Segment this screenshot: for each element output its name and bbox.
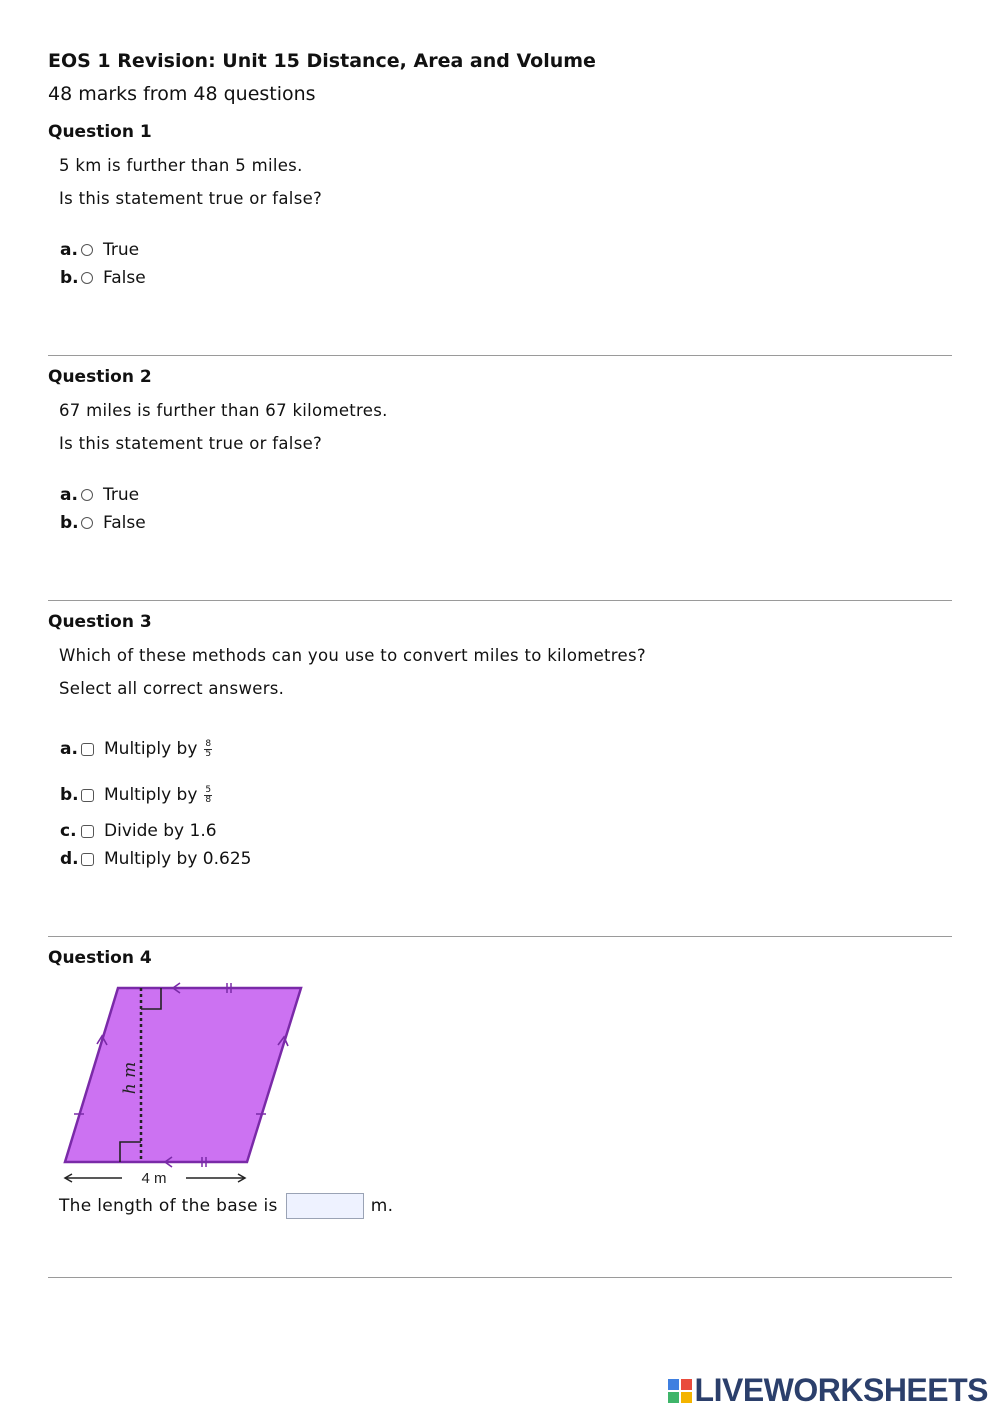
question-3-option-c[interactable] — [60, 819, 217, 843]
height-label: h m — [120, 1061, 140, 1095]
base-label: 4 m — [141, 1170, 167, 1187]
option-label: False — [103, 268, 146, 288]
question-1-heading: Question 1 — [48, 122, 152, 142]
question-1-option-b[interactable] — [60, 266, 146, 290]
fraction-denominator: 8 — [205, 794, 212, 805]
option-letter: a. — [60, 739, 78, 759]
option-letter: b. — [60, 513, 79, 533]
radio-button[interactable] — [81, 489, 93, 501]
option-label: True — [103, 240, 140, 260]
checkbox[interactable] — [81, 743, 94, 756]
question-2-option-a[interactable] — [60, 483, 139, 507]
question-divider — [48, 936, 952, 937]
question-1-prompt: Is this statement true or false? — [59, 189, 323, 208]
question-2-option-b[interactable] — [60, 511, 146, 535]
option-label: True — [103, 485, 140, 505]
question-3-option-d[interactable] — [60, 847, 251, 871]
logo-square — [681, 1392, 692, 1403]
fraction-denominator: 5 — [205, 748, 212, 759]
parallelogram-shape — [65, 988, 301, 1162]
option-letter: b. — [60, 785, 79, 805]
question-3-statement: Which of these methods can you use to convert miles to kilometres? — [59, 646, 646, 665]
radio-button[interactable] — [81, 244, 93, 256]
question-3-option-a[interactable] — [60, 737, 212, 761]
parallelogram-diagram — [60, 978, 320, 1193]
fraction — [204, 740, 212, 759]
logo-grid-icon — [668, 1379, 692, 1403]
fraction-numerator: 8 — [205, 738, 212, 749]
question-2-prompt: Is this statement true or false? — [59, 434, 323, 453]
question-2-statement: 67 miles is further than 67 kilometres. — [59, 401, 388, 420]
question-1-statement: 5 km is further than 5 miles. — [59, 156, 303, 175]
question-2-heading: Question 2 — [48, 367, 152, 387]
option-label: Multiply by — [104, 785, 198, 805]
option-label: False — [103, 513, 146, 533]
marks-summary: 48 marks from 48 questions — [48, 83, 316, 105]
answer-prefix: The length of the base is — [59, 1196, 278, 1216]
option-label: Divide by 1.6 — [104, 821, 217, 841]
logo-square — [681, 1379, 692, 1390]
base-length-input[interactable] — [286, 1193, 364, 1219]
question-4-answer-line — [59, 1193, 393, 1219]
question-4-heading: Question 4 — [48, 948, 152, 968]
question-3-prompt: Select all correct answers. — [59, 679, 285, 698]
fraction — [204, 786, 212, 805]
page-title: EOS 1 Revision: Unit 15 Distance, Area and Volume — [48, 50, 596, 72]
radio-button[interactable] — [81, 272, 93, 284]
checkbox[interactable] — [81, 853, 94, 866]
logo-text: LIVEWORKSHEETS — [694, 1372, 988, 1408]
question-3-heading: Question 3 — [48, 612, 152, 632]
logo-square — [668, 1379, 679, 1390]
option-label: Multiply by — [104, 739, 198, 759]
option-letter: a. — [60, 485, 78, 505]
option-label: Multiply by 0.625 — [104, 849, 252, 869]
checkbox[interactable] — [81, 789, 94, 802]
question-1-option-a[interactable] — [60, 238, 139, 262]
checkbox[interactable] — [81, 825, 94, 838]
option-letter: c. — [60, 821, 77, 841]
liveworksheets-logo — [668, 1372, 988, 1409]
question-divider — [48, 600, 952, 601]
question-divider — [48, 1277, 952, 1278]
fraction-numerator: 5 — [205, 784, 212, 795]
question-divider — [48, 355, 952, 356]
option-letter: d. — [60, 849, 79, 869]
option-letter: b. — [60, 268, 79, 288]
option-letter: a. — [60, 240, 78, 260]
answer-unit: m. — [370, 1196, 394, 1216]
radio-button[interactable] — [81, 517, 93, 529]
logo-square — [668, 1392, 679, 1403]
question-3-option-b[interactable] — [60, 783, 212, 807]
